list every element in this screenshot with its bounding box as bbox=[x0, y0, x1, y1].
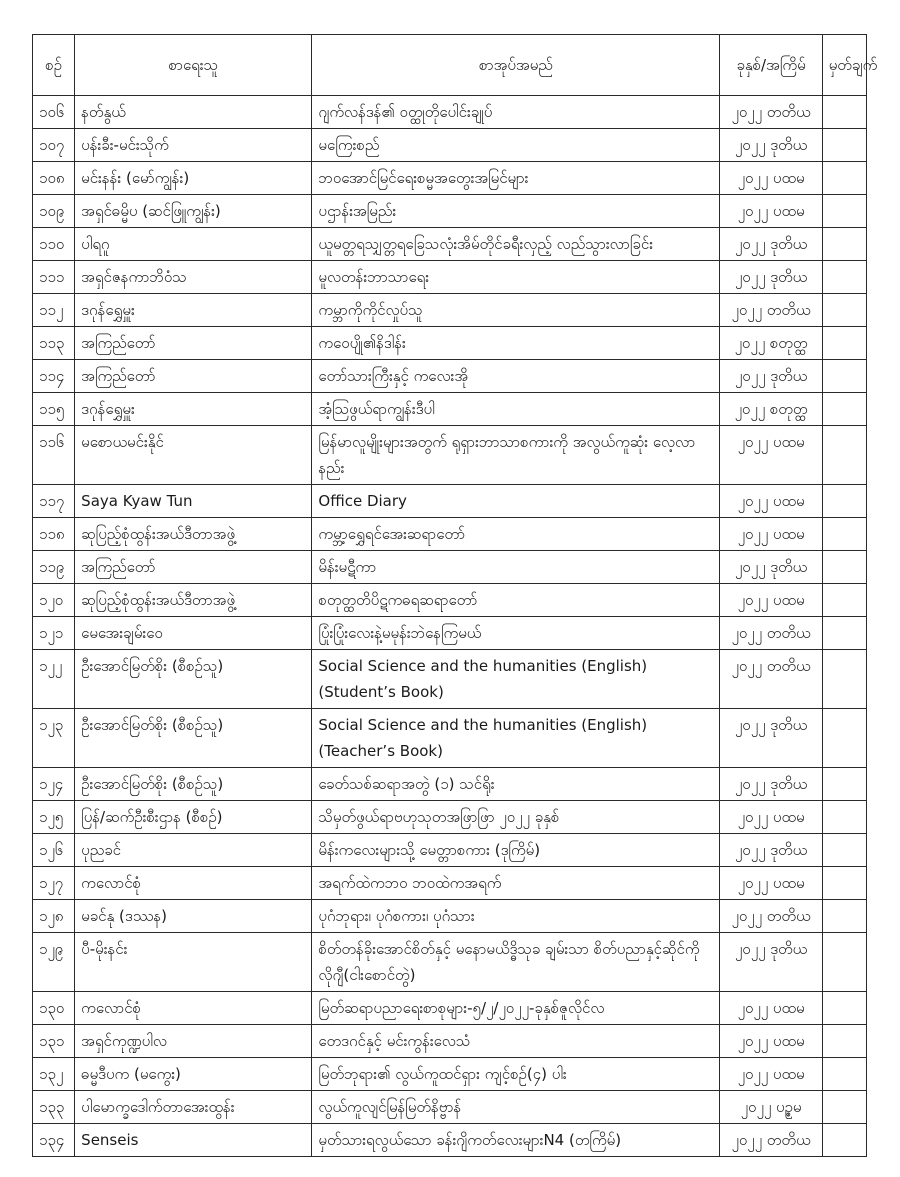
table-row bbox=[33, 195, 867, 228]
row-edition: ၂၀၂၂ တတိယ bbox=[720, 1124, 822, 1157]
row-edition: ၂၀၂၂ တတိယ bbox=[720, 294, 822, 327]
row-number: ၁၃၂ bbox=[33, 1058, 75, 1091]
row-edition: ၂၀၂၂ ဒုတိယ bbox=[720, 129, 822, 162]
row-number: ၁၁၇ bbox=[33, 485, 75, 518]
row-title: ဘဝအောင်မြင်ရေးစမ္မအတွေးအမြင်များ bbox=[312, 162, 720, 195]
row-title: မြတ်ဆရာပညာရေးစာစုများ-၅/၂/၂၀၂၂-ခုနှစ်ဇူလိုင်လ bbox=[312, 992, 720, 1025]
row-remarks bbox=[822, 261, 866, 294]
table-row bbox=[33, 327, 867, 360]
row-edition: ၂၀၂၂ ပထမ bbox=[720, 518, 822, 551]
row-edition: ၂၀၂၂ ပဉ္စမ bbox=[720, 1091, 822, 1124]
row-title: သိမှတ်ဖွယ်ရာဗဟုသုတအဖြာဖြာ ၂၀၂၂ ခုနှစ် bbox=[312, 801, 720, 834]
table-header-row bbox=[33, 35, 867, 96]
row-remarks bbox=[822, 485, 866, 518]
row-edition: ၂၀၂၂ ဒုတိယ bbox=[720, 360, 822, 393]
row-edition: ၂၀၂၂ တတိယ bbox=[720, 650, 822, 709]
row-author: အရှင်ဇနကာဘိဝံသ bbox=[75, 261, 312, 294]
row-edition: ၂၀၂၂ ပထမ bbox=[720, 485, 822, 518]
row-number: ၁၁၀ bbox=[33, 228, 75, 261]
row-title: ကမ္ဘာကိုကိုင်လှုပ်သူ bbox=[312, 294, 720, 327]
row-remarks bbox=[822, 768, 866, 801]
table-row bbox=[33, 801, 867, 834]
row-title: အရက်ထဲကဘဝ ဘဝထဲကအရက် bbox=[312, 867, 720, 900]
table-row bbox=[33, 1025, 867, 1058]
row-title: မြတ်ဘုရား၏ လွယ်ကူထင်ရှား ကျင့်စဉ်(၄) ပါး bbox=[312, 1058, 720, 1091]
row-number: ၁၁၅ bbox=[33, 393, 75, 426]
row-title: ကဝေပျို၏နိဒါန်း bbox=[312, 327, 720, 360]
row-remarks bbox=[822, 1025, 866, 1058]
row-number: ၁၁၂ bbox=[33, 294, 75, 327]
table-row bbox=[33, 360, 867, 393]
row-author: ဆုပြည့်စုံထွန်းအယ်ဒီတာအဖွဲ့ bbox=[75, 584, 312, 617]
row-number: ၁၀၆ bbox=[33, 96, 75, 129]
row-edition: ၂၀၂၂ ပထမ bbox=[720, 426, 822, 485]
table-row bbox=[33, 426, 867, 485]
row-title: တော်သားကြီးနှင့် ကလေးအို bbox=[312, 360, 720, 393]
row-author: ပုညခင် bbox=[75, 834, 312, 867]
row-author: မခင်နု (ဒဿန) bbox=[75, 900, 312, 933]
row-number: ၁၂၄ bbox=[33, 768, 75, 801]
row-edition: ၂၀၂၂ ပထမ bbox=[720, 992, 822, 1025]
header-year-edition: ခုနှစ်/အကြိမ် bbox=[720, 35, 822, 96]
row-number: ၁၂၆ bbox=[33, 834, 75, 867]
row-number: ၁၁၃ bbox=[33, 327, 75, 360]
row-author: ဦးအောင်မြတ်စိုး (စီစဉ်သူ) bbox=[75, 709, 312, 768]
row-author: ကလောင်စုံ bbox=[75, 992, 312, 1025]
row-remarks bbox=[822, 1091, 866, 1124]
row-edition: ၂၀၂၂ စတုတ္ထ bbox=[720, 327, 822, 360]
row-number: ၁၂၂ bbox=[33, 650, 75, 709]
row-edition: ၂၀၂၂ ဒုတိယ bbox=[720, 551, 822, 584]
row-remarks bbox=[822, 327, 866, 360]
row-remarks bbox=[822, 900, 866, 933]
row-number: ၁၁၆ bbox=[33, 426, 75, 485]
row-edition: ၂၀၂၂ ပထမ bbox=[720, 162, 822, 195]
row-title: ပဌာန်းအမြည်း bbox=[312, 195, 720, 228]
row-author: ဦးအောင်မြတ်စိုး (စီစဉ်သူ) bbox=[75, 650, 312, 709]
row-number: ၁၀၇ bbox=[33, 129, 75, 162]
row-title: မိန်းမဋီကာ bbox=[312, 551, 720, 584]
row-title: လွယ်ကူလျင်မြန်မြတ်နိဗ္ဗာန် bbox=[312, 1091, 720, 1124]
row-title: ခေတ်သစ်ဆရာအတွဲ (၁) သင်ရိုး bbox=[312, 768, 720, 801]
row-number: ၁၀၈ bbox=[33, 162, 75, 195]
row-number: ၁၁၄ bbox=[33, 360, 75, 393]
row-author: ဒဂုန်ရွှေမှူး bbox=[75, 294, 312, 327]
row-edition: ၂၀၂၂ ပထမ bbox=[720, 195, 822, 228]
row-author: ပါမောက္ခဒေါက်တာအေးထွန်း bbox=[75, 1091, 312, 1124]
row-remarks bbox=[822, 129, 866, 162]
table-row bbox=[33, 1091, 867, 1124]
row-author: ဓမ္မဒီပက (မကွေး) bbox=[75, 1058, 312, 1091]
row-remarks bbox=[822, 195, 866, 228]
row-number: ၁၂၉ bbox=[33, 933, 75, 992]
row-number: ၁၂၈ bbox=[33, 900, 75, 933]
row-title: စတုတ္ထတိပိဋကဓရဆရာတော် bbox=[312, 584, 720, 617]
row-number: ၁၂၀ bbox=[33, 584, 75, 617]
row-remarks bbox=[822, 1124, 866, 1157]
row-author: မေအေးချမ်းဝေ bbox=[75, 617, 312, 650]
row-author: Saya Kyaw Tun bbox=[75, 485, 312, 518]
row-remarks bbox=[822, 393, 866, 426]
row-edition: ၂၀၂၂ ပထမ bbox=[720, 801, 822, 834]
row-edition: ၂၀၂၂ ဒုတိယ bbox=[720, 768, 822, 801]
row-remarks bbox=[822, 801, 866, 834]
table-row bbox=[33, 709, 867, 768]
table-row bbox=[33, 96, 867, 129]
table-body bbox=[33, 96, 867, 1157]
header-author: စာရေးသူ bbox=[75, 35, 312, 96]
row-author: ဒဂုန်ရွှေမှူး bbox=[75, 393, 312, 426]
row-number: ၁၃၁ bbox=[33, 1025, 75, 1058]
row-edition: ၂၀၂၂ ဒုတိယ bbox=[720, 933, 822, 992]
row-author: မစောယမင်းနိုင် bbox=[75, 426, 312, 485]
table-row bbox=[33, 261, 867, 294]
row-title: ယူမတ္တရသျှတ္တရခြေသလုံးအိမ်တိုင်ခရီးလှည့် လည်သွားလာခြင်း bbox=[312, 228, 720, 261]
table-row bbox=[33, 129, 867, 162]
row-author: ပန်းခီး-မင်းသိုက် bbox=[75, 129, 312, 162]
row-number: ၁၃၄ bbox=[33, 1124, 75, 1157]
row-author: ပီ-မိုးနင်း bbox=[75, 933, 312, 992]
row-edition: ၂၀၂၂ ဒုတိယ bbox=[720, 834, 822, 867]
row-title: တေဒဂင်နှင့် မင်းကွန်းလေသံ bbox=[312, 1025, 720, 1058]
row-edition: ၂၀၂၂ ဒုတိယ bbox=[720, 709, 822, 768]
row-remarks bbox=[822, 584, 866, 617]
table-row bbox=[33, 933, 867, 992]
row-title: မှတ်သားရလွယ်သော ခန်းဂျိကတ်လေးများN4 (တကြိမ်) bbox=[312, 1124, 720, 1157]
row-title: မိန်းကလေးများသို့ မေတ္တာစကား (ဒုကြိမ်) bbox=[312, 834, 720, 867]
row-title: ကမ္ဘာ့ရွှေရင်အေးဆရာတော် bbox=[312, 518, 720, 551]
row-remarks bbox=[822, 162, 866, 195]
row-title: မြန်မာလူမျိုးများအတွက် ရုရှားဘာသာစကားကို အလွယ်ကူဆုံး လေ့လာနည်း bbox=[312, 426, 720, 485]
row-remarks bbox=[822, 228, 866, 261]
row-author: ဦးအောင်မြတ်စိုး (စီစဉ်သူ) bbox=[75, 768, 312, 801]
row-edition: ၂၀၂၂ ပထမ bbox=[720, 584, 822, 617]
row-author: Senseis bbox=[75, 1124, 312, 1157]
row-remarks bbox=[822, 294, 866, 327]
row-edition: ၂၀၂၂ ပထမ bbox=[720, 1025, 822, 1058]
table-row bbox=[33, 992, 867, 1025]
row-edition: ၂၀၂၂ တတိယ bbox=[720, 96, 822, 129]
row-number: ၁၂၁ bbox=[33, 617, 75, 650]
row-number: ၁၂၅ bbox=[33, 801, 75, 834]
table-row bbox=[33, 485, 867, 518]
table-row bbox=[33, 551, 867, 584]
row-title: Social Science and the humanities (English) (Student’s Book) bbox=[312, 650, 720, 709]
row-remarks bbox=[822, 650, 866, 709]
row-title: Office Diary bbox=[312, 485, 720, 518]
row-author: အရှင်ဓမ္မိပ (ဆင်ဖြူကျွန်း) bbox=[75, 195, 312, 228]
row-author: ကလောင်စုံ bbox=[75, 867, 312, 900]
row-author: မင်းနန်း (မော်ကျွန်း) bbox=[75, 162, 312, 195]
table-row bbox=[33, 584, 867, 617]
row-edition: ၂၀၂၂ ဒုတိယ bbox=[720, 261, 822, 294]
row-number: ၁၃၀ bbox=[33, 992, 75, 1025]
row-edition: ၂၀၂၂ ပထမ bbox=[720, 1058, 822, 1091]
row-edition: ၂၀၂၂ တတိယ bbox=[720, 617, 822, 650]
row-title: ပုဂံဘုရား၊ ပုဂံစကား၊ ပုဂံသား bbox=[312, 900, 720, 933]
row-edition: ၂၀၂၂ ပထမ bbox=[720, 867, 822, 900]
book-register-table bbox=[32, 34, 878, 1157]
header-remarks: မှတ်ချက် bbox=[822, 35, 866, 96]
row-edition: ၂၀၂၂ စတုတ္ထ bbox=[720, 393, 822, 426]
row-remarks bbox=[822, 426, 866, 485]
row-author: ပြန်/ဆက်ဦးစီးဌာန (စီစဉ်) bbox=[75, 801, 312, 834]
row-title: မကြေးစည် bbox=[312, 129, 720, 162]
row-number: ၁၁၉ bbox=[33, 551, 75, 584]
table-row bbox=[33, 617, 867, 650]
row-author: အကြည်တော် bbox=[75, 327, 312, 360]
row-remarks bbox=[822, 933, 866, 992]
table-row bbox=[33, 228, 867, 261]
row-author: အကြည်တော် bbox=[75, 360, 312, 393]
row-author: ပါရဂူ bbox=[75, 228, 312, 261]
row-number: ၁၁၈ bbox=[33, 518, 75, 551]
row-edition: ၂၀၂၂ တတိယ bbox=[720, 900, 822, 933]
table-row bbox=[33, 393, 867, 426]
row-title: စိတ်တန်ခိုးအောင်စိတ်နှင့် မနောမယိဒ္ဓိသုခ ချမ်းသာ စိတ်ပညာနှင့်ဆိုင်ကိုလိုဂျီ(ငါးစောင်တွဲ) bbox=[312, 933, 720, 992]
row-number: ၁၂၃ bbox=[33, 709, 75, 768]
table-row bbox=[33, 1058, 867, 1091]
row-remarks bbox=[822, 617, 866, 650]
row-remarks bbox=[822, 518, 866, 551]
table-row bbox=[33, 834, 867, 867]
row-title: ပြုံးပြုံးလေးနဲ့မမုန်းဘဲနေကြမယ် bbox=[312, 617, 720, 650]
row-remarks bbox=[822, 360, 866, 393]
row-author: အကြည်တော် bbox=[75, 551, 312, 584]
table-row bbox=[33, 518, 867, 551]
row-title: Social Science and the humanities (English) (Teacher’s Book) bbox=[312, 709, 720, 768]
table-row bbox=[33, 867, 867, 900]
table-row bbox=[33, 768, 867, 801]
row-remarks bbox=[822, 551, 866, 584]
table-row bbox=[33, 162, 867, 195]
row-number: ၁၃၃ bbox=[33, 1091, 75, 1124]
row-number: ၁၂၇ bbox=[33, 867, 75, 900]
row-title: ဂျက်လန်ဒန်၏ ဝတ္ထုတိုပေါင်းချုပ် bbox=[312, 96, 720, 129]
row-author: နတ်နွယ် bbox=[75, 96, 312, 129]
row-number: ၁၁၁ bbox=[33, 261, 75, 294]
table-row bbox=[33, 900, 867, 933]
row-remarks bbox=[822, 867, 866, 900]
table-row bbox=[33, 650, 867, 709]
header-number: စဉ် bbox=[33, 35, 75, 96]
row-remarks bbox=[822, 709, 866, 768]
row-author: အရှင်ကုဏ္ဍပါလ bbox=[75, 1025, 312, 1058]
row-remarks bbox=[822, 1058, 866, 1091]
row-remarks bbox=[822, 96, 866, 129]
row-remarks bbox=[822, 992, 866, 1025]
row-number: ၁၀၉ bbox=[33, 195, 75, 228]
row-edition: ၂၀၂၂ ဒုတိယ bbox=[720, 228, 822, 261]
row-author: ဆုပြည့်စုံထွန်းအယ်ဒီတာအဖွဲ့ bbox=[75, 518, 312, 551]
row-title: အံ့သြဖွယ်ရာကျွန်းဒီပါ bbox=[312, 393, 720, 426]
table-row bbox=[33, 294, 867, 327]
row-remarks bbox=[822, 834, 866, 867]
table-row bbox=[33, 1124, 867, 1157]
row-title: မူလတန်းဘာသာရေး bbox=[312, 261, 720, 294]
header-title: စာအုပ်အမည် bbox=[312, 35, 720, 96]
